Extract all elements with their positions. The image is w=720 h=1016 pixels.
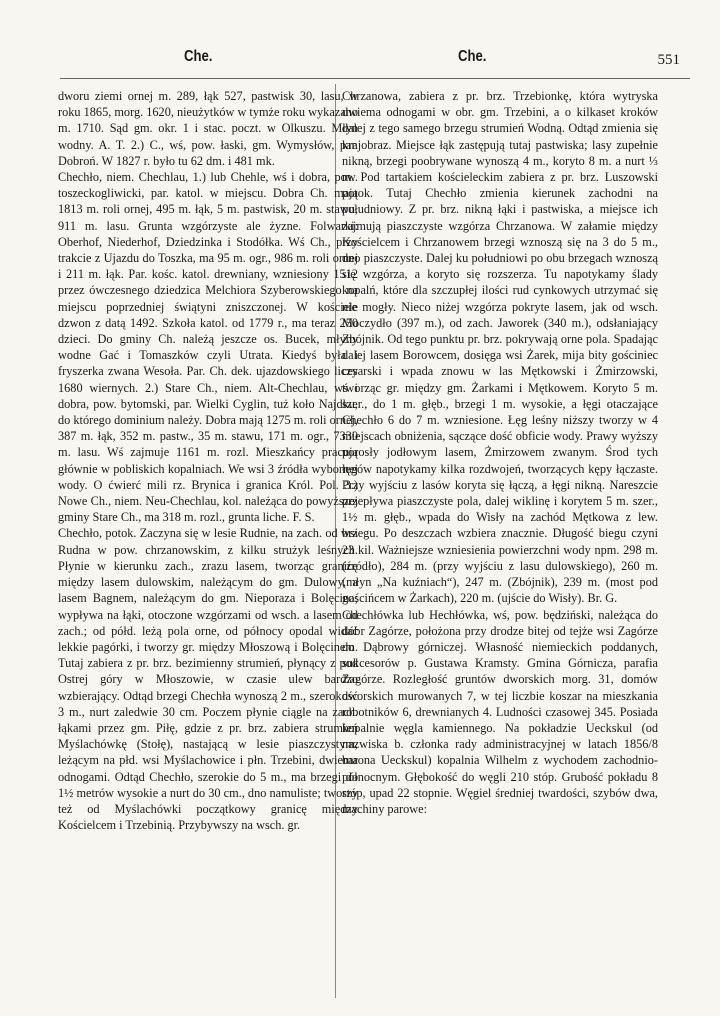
header-rule xyxy=(60,78,690,79)
header-right-keyword: Che. xyxy=(458,48,487,65)
entry-paragraph: dworu ziemi ornej m. 289, łąk 527, pastwisk 30, lasu, w roku 1865, morg. 1620, nieużytków w tymże roku wykazano m. 1710. Sąd gm. okr. 1 i stac. poczt. w Olkuszu. Młyn wodny. A. T. 2.) C., wś, pow. łaski, gm. Wymysłów, par. Dobroń. W 1827 r. było tu 62 dm. i 481 mk. xyxy=(58,89,358,168)
page-header xyxy=(60,48,690,76)
entry-paragraph: Chechłówka lub Hechłówka, wś, pow. będziński, należąca do dóbr Zagórze, położona przy drodze bitej od tejże wsi Zagórze do Dąbrowy górniczej. Własność niemieckich poddanych, sukcesorów p. Gustawa Kramsty. Gmina Górnicza, parafia Zagórze. Rozległość gruntów dworskich morg. 31, domów dworskich murowanych 7, w tej liczbie koszar na mieszkania robotników 6, drewnianych 4. Ludności czasowej 345. Posiada kopalnie węgla kamiennego. Na pokładzie Ueckskul (od nazwiska b. członka rady administracyjnej w latach 1856/8 barona Ueckskul) kopalnia Wilhelm z wychodem zachodnio-północnym. Głębokość do węgli 210 stóp. Grubość pokładu 8 stóp, upad 22 stopnie. Węgiel średniej twardości, szybów dwa, machiny parowe: xyxy=(342,607,658,816)
entry-paragraph: Chechło, niem. Chechlau, 1.) lub Chehle, wś i dobra, pow. toszeckogliwicki, par. katol. w miejscu. Dobra Ch. mają 1813 m. roli ornej, 495 m. łąk, 5 m. pastwisk, 20 m. stawu, 911 m. lasu. Grunta wzgórzyste ale żyzne. Folwarki: Oberhof, Niederhof, Dziedzinka i Stodółka. Wś Ch., przy trakcie z Ujazdu do Toszka, ma 95 m. ogr., 986 m. roli ornej i 211 m. łąk. Par. kośc. katol. drewniany, wzniesiony 1512 przez ówczesnego dziedzica Melchiora Szyberowskiego na miejscu poprzedniej świątyni zniszczonej. W kościele dzwon z datą 1492. Szkoła katol. od 1779 r., ma teraz 250 dzieci. Do gminy Ch. należą jeszcze os. Bucek, młyny wodne Gać i Tomaszków czyli Utrata. Kiedyś była i fryszerka zwana Wesoła. Par. Ch. dek. ujazdowskiego liczy 1680 wiernych. 2.) Stare Ch., niem. Alt-Chechlau, wś i dobra, pow. bytomski, par. Wielki Cyglin, tuż koło Najdku, do którego dominium należy. Dobra mają 1275 m. roli ornej, 387 m. łąk, 352 m. pastw., 35 m. stawu, 171 m. ogr., 7330 m. lasu. Wś zajmuje 1161 m. rozl. Mieszkańcy pracują głównie w pobliskich kopalniach. We wsi 3 źródła wybornej wody. O ćwierć mili rz. Brynica i granica Król. Pol. 3.) Nowe Ch., niem. Neu-Chechlau, kol. należąca do powyższej gminy Stare Ch., ma 318 m. rozl., grunta liche. F. S. xyxy=(58,170,358,525)
left-column xyxy=(58,88,358,833)
right-column xyxy=(342,88,658,817)
page-number: 551 xyxy=(657,52,680,68)
header-left-keyword: Che. xyxy=(184,48,213,65)
entry-paragraph: Chrzanowa, zabiera z pr. brz. Trzebionkę, która wytryska dwiema odnogami w obr. gm. Trzebini, a o kilkaset kroków dalej z tego samego brzegu strumień Wodną. Odtąd zmienia się krajobraz. Miejsce łąk zastępują tutaj pastwiska; lasy zupełnie nikną, brzegi poobrywane wynoszą 4 m., koryto 8 m. a nurt ⅓ m. Pod tartakiem kościeleckim zabiera z pr. brz. Luszowski potok. Tutaj Chechło zmienia kierunek zachodni na południowy. Z pr. brz. nikną łąki i pastwiska, a miejsce ich zajmują piaszczyste wzgórza Chrzanowa. W załamie między Kościelcem i Chrzanowem brzegi wznoszą się na 3 do 5 m., dno piaszczyste. Dalej ku południowi po obu brzegach wznoszą się wzgórza, a koryto się rozszerza. Tu napotykamy ślady kopalń, które dla szczupłej ilości rud cynkowych utrzymać się nie mogły. Nieco niżej wzgórza pokryte lasem, jak od wsch. Moczydło (397 m.), od zach. Jaworek (340 m.), odsłaniający Zbójnik. Od tego punktu pr. brz. pokrywają orne pola. Spadając dalej lasem Borowcem, dosięga wsi Żarek, mija bity gościniec cesarski i wpada znowu w las Mętkowski i Żmirzowski, tworząc gr. między gm. Żarkami i Mętkowem. Koryto 5 m. szer., do 1 m. głęb., brzegi 1 m. wysokie, a łęgi otaczające Chechło 6 do 7 m. wzniesione. Łęg leśny niższy tworzy w 4 miejscach obniżenia, sączące dość obficie wody. Prawy wyższy porosły jodłowym lasem, Żmirzowem zwanym. Środ tych łęgów napotykamy kilka rozdwojeń, tworzących kępy łączaste. Przy wyjściu z lasów koryta się łączą, a łęgi nikną. Nareszcie przepływa piaszczyste pola, dalej wiklinę i korytem 5 m. szer., 1½ m. głęb., wpada do Wisły na zachód Mętkowa z lew. brzegu. Po deszczach wzbiera znacznie. Długość biegu czyni 23 kil. Ważniejsze wzniesienia powierzchni wody npm. 298 m. (źródło), 284 m. (przy wyjściu z lasu dulowskiego), 260 m. (młyn „Na kuźniach“), 247 m. (Zbójnik), 239 m. (most pod gościńcem w Żarkach), 220 m. (ujście do Wisły). Br. G. xyxy=(342,89,658,606)
entry-paragraph: Chechło, potok. Zaczyna się w lesie Rudnie, na zach. od wsi Rudna w pow. chrzanowskim, z kilku strużyk leśnych. Płynie w kierunku zach., zrazu lasem, tworząc granicę między lasem dulowskim, należącym do gm. Dulowy, a lasem Bagnem, należącym do gm. Nieporaza i Bolęcina; wypływa na łąki, otoczone wzgórzami od wsch. a lasem od zach.; od półd. leżą pola orne, od północy opodal widać lekkie pagórki, i tworzy gr. między Młoszową i Bolęcinem. Tutaj zabiera z pr. brz. bezimienny strumień, płynący z pod Ostrej góry w Młoszowie, w czasie ulew bardzo wzbierający. Odtąd brzegi Chechła wynoszą 2 m., szerokość 3 m., nurt zaledwie 30 cm. Poczem płynie ciągle na zach. łąkami przez gm. Piłę, gdzie z pr. brz. zabiera strumień Myślachówkę (Stołę), nastającą w lesie piaszczystym, leżącym na płd. wsi Myślachowice i płn. Trzebini, dwiema odnogami. Odtąd Chechło, szerokie do 5 m., ma brzegi do 1½ metrów wysokie a nurt do 30 cm., dno namuliste; tworzy też od Myślachówki początkowy granicę między Kościelcem i Trzebinią. Przybywszy na wsch. gr. xyxy=(58,526,358,833)
